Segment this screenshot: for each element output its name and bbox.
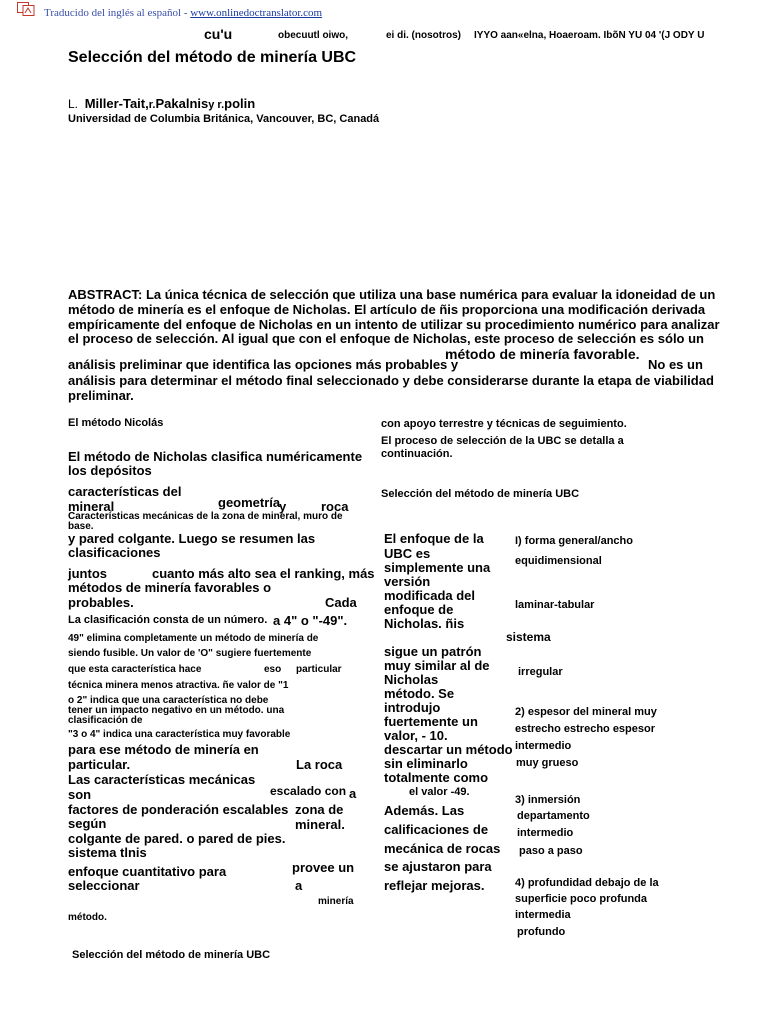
header-noise-a: cu'u: [204, 26, 233, 42]
left-text: escalado con: [270, 784, 347, 798]
affiliation: Universidad de Columbia Británica, Vancouver, BC, Canadá: [68, 113, 380, 125]
mid-text: fuertemente un: [384, 714, 478, 729]
right-text: paso a paso: [519, 845, 583, 857]
abstract-line-1: ABSTRACT: La única técnica de selección que utiliza una base numérica para evaluar la idoneidad de un: [68, 287, 716, 302]
mid-text: se ajustaron para: [384, 859, 492, 874]
mid-text: El enfoque de la: [384, 531, 484, 546]
translator-banner: [0, 0, 768, 26]
left-text: colgante de pared. o pared de pies.: [68, 831, 286, 846]
left-text: roca: [321, 499, 349, 514]
left-text: método.: [68, 912, 107, 923]
right-text: intermedio: [517, 827, 574, 839]
right-text: profundo: [517, 926, 566, 938]
mid-text: con apoyo terrestre y técnicas de seguimiento.: [381, 418, 627, 430]
right-text: 2) espesor del mineral muy: [515, 706, 657, 718]
left-text: clasificaciones: [68, 545, 161, 560]
right-text: departamento: [517, 810, 590, 822]
left-text: clasificación de: [68, 715, 143, 726]
mid-text: método. Se: [384, 686, 455, 701]
mid-heading: Selección del método de minería UBC: [381, 488, 580, 500]
right-text: intermedio: [515, 740, 572, 752]
mid-text: el valor -49.: [409, 786, 470, 798]
mid-text: modificada del: [384, 588, 476, 603]
left-text: factores de ponderación escalables: [68, 802, 289, 817]
translator-banner-text: Traducido del inglés al español - www.onlinedoctranslator.com: [44, 7, 323, 19]
right-text: laminar-tabular: [515, 599, 595, 611]
mid-text: calificaciones de: [384, 822, 489, 837]
left-text: métodos de minería favorables o: [68, 580, 272, 595]
right-text: superficie poco profunda: [515, 893, 648, 905]
left-text: seleccionar: [68, 878, 140, 893]
mid-text: UBC es: [384, 546, 431, 561]
mid-text: reflejar mejoras.: [384, 878, 485, 893]
left-text: siendo fusible. Un valor de 'O" sugiere fuertemente: [68, 648, 312, 659]
left-text: características del: [68, 484, 182, 499]
left-text: Cada: [325, 595, 357, 610]
abstract-line-2: método de minería es el enfoque de Nicholas. El artículo de ñis proporciona una modificación derivada: [68, 302, 706, 317]
left-text: particular: [296, 664, 342, 675]
left-text: mineral: [68, 499, 115, 514]
left-text: y: [279, 499, 287, 514]
left-text: que esta característica hace: [68, 664, 202, 675]
left-text: "3 o 4" indica una característica muy favorable: [68, 729, 291, 740]
right-text: sistema: [506, 630, 551, 644]
right-text: 4) profundidad debajo de la: [515, 877, 659, 889]
abstract-line-3: empíricamente del enfoque de Nicholas en un intento de utilizar su procedimiento numérico para analizar: [68, 317, 720, 332]
mid-text: Nicholas. ñis: [384, 616, 465, 631]
left-text: mineral.: [295, 817, 345, 832]
mid-text: Nicholas: [384, 672, 439, 687]
left-text: según: [68, 816, 107, 831]
mid-text: totalmente como: [384, 770, 489, 785]
header-noise-b: obecuutl oiwo,: [278, 30, 348, 41]
left-text: eso: [264, 664, 282, 675]
left-text: La clasificación consta de un número.: [68, 614, 268, 626]
left-text: 49" elimina completamente un método de minería de: [68, 633, 319, 644]
left-text: Características mecánicas de la zona de mineral, muro de: [68, 511, 343, 522]
mid-text: descartar un método: [384, 742, 513, 757]
left-text: o 2" indica que una característica no debe: [68, 695, 269, 706]
left-text: geometría: [218, 495, 281, 510]
left-text: sistema tlnis: [68, 845, 147, 860]
left-text: a: [349, 786, 357, 801]
right-text: estrecho estrecho espesor: [515, 723, 656, 735]
left-text: La roca: [296, 757, 343, 772]
abstract-line-7: preliminar.: [68, 388, 134, 403]
mid-text: enfoque de: [384, 602, 454, 617]
right-text: I) forma general/ancho: [515, 535, 633, 547]
left-text: probables.: [68, 595, 134, 610]
left-text: a 4" o "-49".: [273, 613, 348, 628]
authors: L. Miller-Tait,r.Pakalnisy r.polin: [68, 96, 256, 111]
mid-text: mecánica de rocas: [384, 841, 501, 856]
left-text: particular.: [68, 757, 131, 772]
left-text: y pared colgante. Luego se resumen las: [68, 531, 316, 546]
left-text: los depósitos: [68, 463, 152, 478]
right-text: equidimensional: [515, 555, 602, 567]
right-text: 3) inmersión: [515, 794, 581, 806]
abstract-line-6: análisis para determinar el método final seleccionado y debe considerarse durante la etapa de viabilidad: [68, 373, 714, 388]
paper-title: Selección del método de minería UBC: [68, 49, 357, 66]
left-text: para ese método de minería en: [68, 742, 259, 757]
mid-text: sin eliminarlo: [384, 756, 468, 771]
left-text: tener un impacto negativo en un método. una: [68, 705, 285, 716]
left-text: a: [295, 878, 303, 893]
mid-text: versión: [384, 574, 431, 589]
mid-text: Además. Las: [384, 803, 465, 818]
right-text: irregular: [518, 666, 563, 678]
left-heading: El método Nicolás: [68, 417, 164, 429]
mid-text: valor, - 10.: [384, 728, 448, 743]
header-noise-d: IYYO aan«elna, Hoaeroam. IbõN YU 04 '(J ODY U: [474, 30, 705, 41]
mid-text: introdujo: [384, 700, 441, 715]
header-noise-c: ei di. (nosotros): [386, 30, 461, 41]
right-text: intermedia: [515, 909, 571, 921]
left-text: juntos: [68, 566, 107, 581]
left-text: son: [68, 787, 92, 802]
mid-text: continuación.: [381, 448, 453, 460]
left-text: El método de Nicholas clasifica numéricamente: [68, 449, 363, 464]
left-text: técnica minera menos atractiva. ñe valor de "1: [68, 680, 289, 691]
abstract-line-5b: método de minería favorable.: [445, 346, 640, 362]
mid-text: muy similar al de: [384, 658, 490, 673]
translator-link[interactable]: www.onlinedoctranslator.com: [190, 7, 323, 19]
left-text: provee un: [292, 860, 355, 875]
right-text: muy grueso: [516, 757, 579, 769]
left-text: cuanto más alto sea el ranking, más: [152, 566, 375, 581]
left-footer-heading: Selección del método de minería UBC: [72, 949, 271, 961]
mid-text: El proceso de selección de la UBC se detalla a: [381, 435, 624, 447]
left-text: zona de: [295, 802, 344, 817]
left-text: minería: [318, 896, 354, 907]
mid-text: simplemente una: [384, 560, 491, 575]
left-text: enfoque cuantitativo para: [68, 864, 227, 879]
abstract-line-4: el proceso de selección. Al igual que con el enfoque de Nicholas, este proceso de selección es sólo un: [68, 331, 704, 346]
left-text: Las características mecánicas: [68, 772, 256, 787]
abstract-line-5c: No es un: [648, 357, 703, 372]
left-text: base.: [68, 521, 94, 532]
abstract-line-5a: análisis preliminar que identifica las opciones más probables y: [68, 357, 459, 372]
mid-text: sigue un patrón: [384, 644, 482, 659]
translator-logo-icon: [17, 2, 35, 16]
